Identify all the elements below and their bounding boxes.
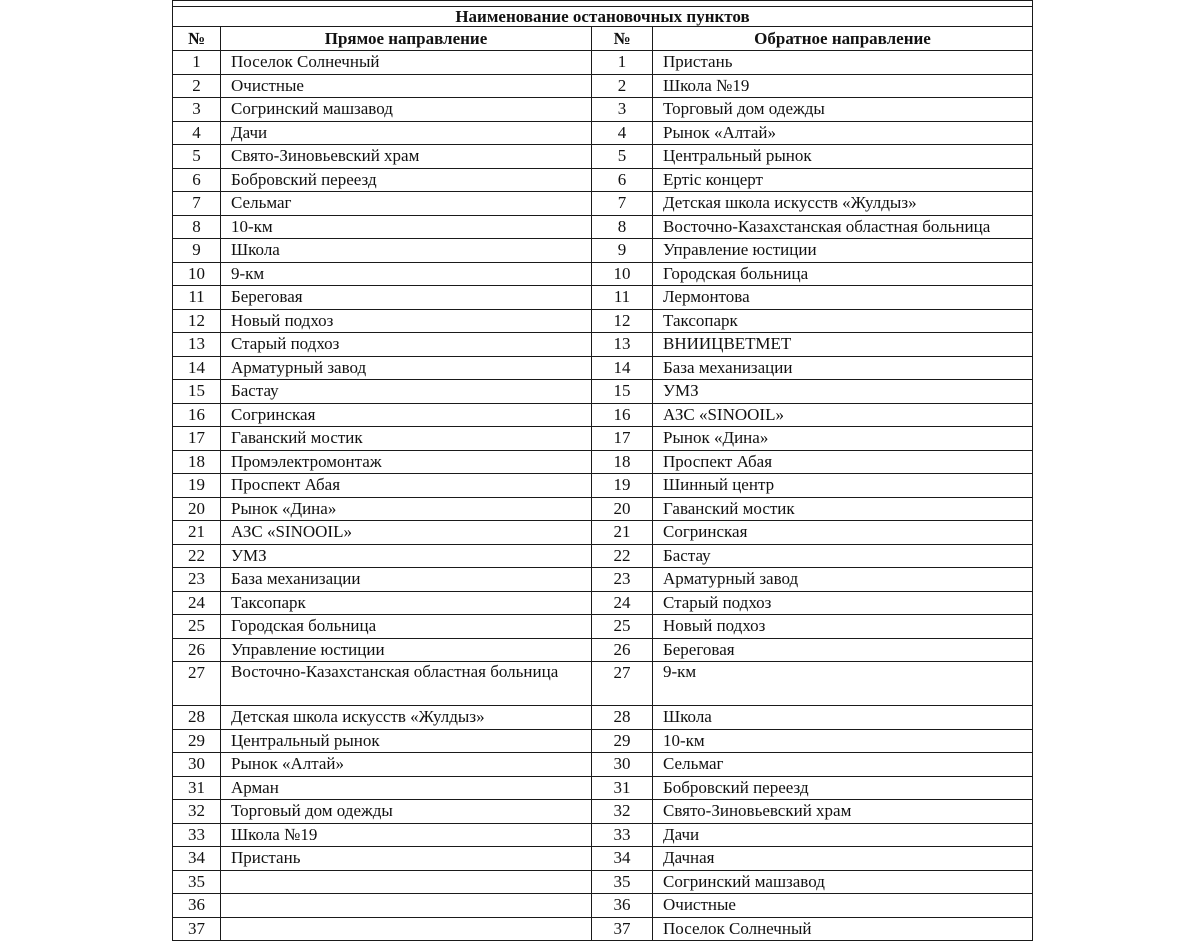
table-row [173,544,1033,568]
stop-number-backward: 13 [592,333,653,357]
stop-name-forward: 10-км [221,215,592,239]
table-row [173,403,1033,427]
stop-name-backward: Согринская [653,521,1033,545]
stop-name-forward: Таксопарк [221,591,592,615]
stop-name-forward: 9-км [221,262,592,286]
stop-name-forward: АЗС «SINOOIL» [221,521,592,545]
stop-number-backward: 15 [592,380,653,404]
stop-name-forward: Очистные [221,74,592,98]
stop-name-backward: Детская школа искусств «Жулдыз» [653,192,1033,216]
stop-name-forward: Поселок Солнечный [221,51,592,75]
stop-name-backward: Дачи [653,823,1033,847]
table-row [173,192,1033,216]
table-title: Наименование остановочных пунктов [173,7,1033,27]
stop-name-forward: Арман [221,776,592,800]
stop-name-forward: Пристань [221,847,592,871]
table-row [173,450,1033,474]
stop-number-backward: 37 [592,917,653,941]
stop-number-forward: 23 [173,568,221,592]
stop-number-forward: 11 [173,286,221,310]
stop-name-forward: Береговая [221,286,592,310]
stop-name-forward [221,894,592,918]
stop-number-forward: 7 [173,192,221,216]
stop-number-forward: 16 [173,403,221,427]
stop-number-forward: 20 [173,497,221,521]
stop-number-backward: 34 [592,847,653,871]
stop-number-forward: 30 [173,753,221,777]
stop-number-forward: 28 [173,706,221,730]
stop-number-forward: 9 [173,239,221,263]
stop-name-backward: Управление юстиции [653,239,1033,263]
stop-number-backward: 10 [592,262,653,286]
stop-name-forward: Восточно-Казахстанская областная больница [221,662,592,706]
stop-number-backward: 23 [592,568,653,592]
stop-name-forward: Бастау [221,380,592,404]
stop-name-forward: Промэлектромонтаж [221,450,592,474]
stop-number-forward: 29 [173,729,221,753]
stop-number-backward: 20 [592,497,653,521]
stop-number-backward: 18 [592,450,653,474]
stop-number-backward: 8 [592,215,653,239]
stop-name-forward: Торговый дом одежды [221,800,592,824]
stop-number-backward: 3 [592,98,653,122]
stop-name-backward: 9-км [653,662,1033,706]
stop-name-backward: УМЗ [653,380,1033,404]
stop-number-forward: 19 [173,474,221,498]
stop-number-forward: 27 [173,662,221,706]
stop-name-backward: Старый подхоз [653,591,1033,615]
table-row [173,917,1033,941]
stop-name-backward: Арматурный завод [653,568,1033,592]
stop-number-backward: 2 [592,74,653,98]
stop-name-forward: Детская школа искусств «Жулдыз» [221,706,592,730]
stop-number-forward: 3 [173,98,221,122]
stop-number-forward: 5 [173,145,221,169]
stop-number-backward: 33 [592,823,653,847]
stop-name-forward: Согринский машзавод [221,98,592,122]
table-row [173,662,1033,706]
table-row [173,823,1033,847]
header-backward-direction: Обратное направление [653,27,1033,51]
stop-number-backward: 30 [592,753,653,777]
stop-name-backward: Очистные [653,894,1033,918]
stop-name-forward: Городская больница [221,615,592,639]
table-row [173,847,1033,871]
stop-name-forward: Школа [221,239,592,263]
stop-name-backward: Бобровский переезд [653,776,1033,800]
stop-name-forward: Рынок «Алтай» [221,753,592,777]
stop-name-backward: 10-км [653,729,1033,753]
stop-name-forward: Проспект Абая [221,474,592,498]
stop-name-backward: База механизации [653,356,1033,380]
table-row [173,286,1033,310]
stop-number-backward: 7 [592,192,653,216]
table-row [173,776,1033,800]
stop-number-forward: 26 [173,638,221,662]
stop-number-backward: 25 [592,615,653,639]
stop-name-backward: Ертіс концерт [653,168,1033,192]
table-row [173,729,1033,753]
stops-table [172,0,1033,941]
table-row [173,98,1033,122]
stop-name-backward: Гаванский мостик [653,497,1033,521]
stop-number-backward: 6 [592,168,653,192]
stop-name-forward: Управление юстиции [221,638,592,662]
stop-name-forward: Школа №19 [221,823,592,847]
stop-number-backward: 36 [592,894,653,918]
stop-number-forward: 12 [173,309,221,333]
stop-number-forward: 13 [173,333,221,357]
stop-number-forward: 24 [173,591,221,615]
stop-number-forward: 36 [173,894,221,918]
table-row [173,333,1033,357]
stop-name-forward [221,870,592,894]
stop-number-forward: 22 [173,544,221,568]
table-row [173,168,1033,192]
table-row [173,497,1033,521]
stop-name-backward: Таксопарк [653,309,1033,333]
stop-name-backward: Школа №19 [653,74,1033,98]
stop-name-backward: Бастау [653,544,1033,568]
table-row [173,706,1033,730]
table-row [173,51,1033,75]
stop-number-forward: 33 [173,823,221,847]
stop-number-forward: 14 [173,356,221,380]
table-row [173,638,1033,662]
stop-number-forward: 2 [173,74,221,98]
header-number-forward: № [173,27,221,51]
stop-name-backward: ВНИИЦВЕТМЕТ [653,333,1033,357]
stop-number-backward: 4 [592,121,653,145]
stop-number-backward: 28 [592,706,653,730]
header-number-backward: № [592,27,653,51]
stop-number-forward: 8 [173,215,221,239]
stop-number-backward: 1 [592,51,653,75]
stop-number-backward: 24 [592,591,653,615]
stop-name-forward: База механизации [221,568,592,592]
stop-name-backward: Пристань [653,51,1033,75]
table-row [173,615,1033,639]
table-row [173,262,1033,286]
table-row [173,356,1033,380]
stop-name-forward: Центральный рынок [221,729,592,753]
stop-number-forward: 18 [173,450,221,474]
stop-name-backward: Сельмаг [653,753,1033,777]
stop-name-forward: Гаванский мостик [221,427,592,451]
stop-number-backward: 9 [592,239,653,263]
stop-number-forward: 35 [173,870,221,894]
table-row [173,870,1033,894]
table-row [173,474,1033,498]
stop-name-forward: Арматурный завод [221,356,592,380]
table-row [173,521,1033,545]
table-row [173,427,1033,451]
stop-number-backward: 27 [592,662,653,706]
table-row [173,309,1033,333]
stop-name-backward: Лермонтова [653,286,1033,310]
stop-number-forward: 4 [173,121,221,145]
stop-name-backward: Поселок Солнечный [653,917,1033,941]
stop-number-backward: 35 [592,870,653,894]
stop-name-forward: Рынок «Дина» [221,497,592,521]
stop-name-forward: Новый подхоз [221,309,592,333]
header-forward-direction: Прямое направление [221,27,592,51]
stop-number-backward: 21 [592,521,653,545]
stop-name-forward [221,917,592,941]
stop-name-backward: Восточно-Казахстанская областная больница [653,215,1033,239]
stop-name-backward: Рынок «Алтай» [653,121,1033,145]
stop-name-backward: Школа [653,706,1033,730]
stop-number-forward: 25 [173,615,221,639]
stop-number-backward: 29 [592,729,653,753]
table-row [173,121,1033,145]
stop-number-forward: 1 [173,51,221,75]
table-row [173,568,1033,592]
stop-name-forward: Свято-Зиновьевский храм [221,145,592,169]
stop-name-backward: Центральный рынок [653,145,1033,169]
table-row [173,894,1033,918]
stop-number-backward: 22 [592,544,653,568]
stop-number-backward: 11 [592,286,653,310]
stop-number-forward: 6 [173,168,221,192]
stop-name-backward: Свято-Зиновьевский храм [653,800,1033,824]
stop-name-backward: Согринский машзавод [653,870,1033,894]
table-row [173,800,1033,824]
stop-name-backward: Торговый дом одежды [653,98,1033,122]
stop-number-forward: 37 [173,917,221,941]
stop-number-forward: 10 [173,262,221,286]
stop-number-backward: 26 [592,638,653,662]
stop-number-backward: 14 [592,356,653,380]
stop-name-backward: Рынок «Дина» [653,427,1033,451]
table-row [173,591,1033,615]
table-row [173,380,1033,404]
stop-number-backward: 19 [592,474,653,498]
stop-name-forward: Согринская [221,403,592,427]
stop-number-forward: 31 [173,776,221,800]
table-row [173,239,1033,263]
stop-number-backward: 12 [592,309,653,333]
table-row [173,753,1033,777]
stop-number-backward: 16 [592,403,653,427]
stop-name-backward: Шинный центр [653,474,1033,498]
stop-number-backward: 31 [592,776,653,800]
stop-name-backward: Дачная [653,847,1033,871]
table-row [173,74,1033,98]
column-header-row [173,27,1033,51]
table-row [173,215,1033,239]
stop-name-forward: УМЗ [221,544,592,568]
stop-name-backward: АЗС «SINOOIL» [653,403,1033,427]
stop-name-forward: Старый подхоз [221,333,592,357]
stop-number-backward: 5 [592,145,653,169]
stop-number-backward: 32 [592,800,653,824]
stop-number-forward: 15 [173,380,221,404]
stop-number-forward: 21 [173,521,221,545]
table-title-row [173,7,1033,27]
stop-name-backward: Береговая [653,638,1033,662]
stop-name-forward: Бобровский переезд [221,168,592,192]
stop-number-forward: 34 [173,847,221,871]
stop-name-backward: Проспект Абая [653,450,1033,474]
stop-number-forward: 17 [173,427,221,451]
stop-number-forward: 32 [173,800,221,824]
stop-number-backward: 17 [592,427,653,451]
table-body [173,51,1033,941]
stop-name-backward: Новый подхоз [653,615,1033,639]
stop-name-forward: Дачи [221,121,592,145]
stop-name-forward: Сельмаг [221,192,592,216]
stop-name-backward: Городская больница [653,262,1033,286]
table-row [173,145,1033,169]
